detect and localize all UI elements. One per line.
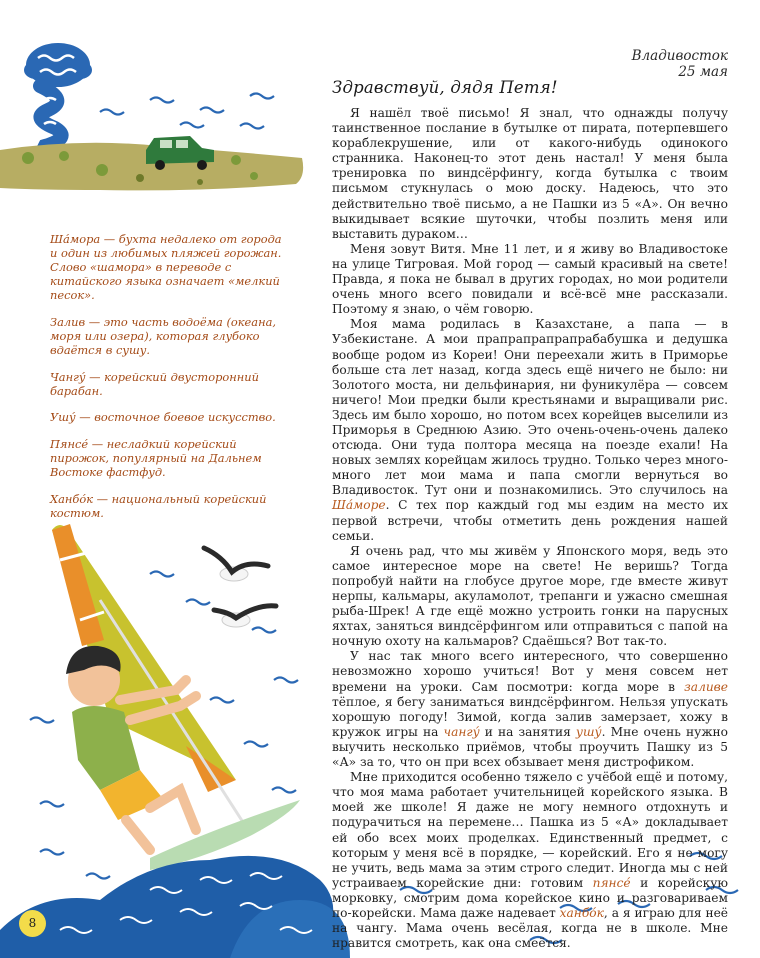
letter-text: и на занятия xyxy=(479,724,576,739)
glossary-entry: Залив — это часть водоёма (океана, моря или озера), которая глубоко вдаётся в сушу. xyxy=(50,314,276,358)
windsurfer-illustration xyxy=(52,524,300,870)
letter-text: Моя мама родилась в Казахстане, а папа — в Узбекистане. А мои прапрапрапрапрабабушка и дедушка вообще родом из Кореи! Они переехали жить в Приморье больше ста лет назад, когда здесь ещё ничего не было: ни Золотого моста, ни дельфинария, ни фуникулёра — совсем ничего! Мои предки были крестьянами и выращивали рис. Здесь им было хорошо, но потом всех корейцев выселили из Приморья в Среднюю Азию. Это очень-очень-очень далеко отсюда. Они туда полтора месяца на поезде ехали! На новых землях корейцам жилось трудно. Только через много-много лет мои мама и папа смогли вернуться во Владивосток. Тут они и познакомились. Это случилось на xyxy=(332,317,728,498)
glossary-entry: Пянсе́ — несладкий корейский пирожок, популярный на Дальнем Востоке фастфуд. xyxy=(50,437,262,480)
glossary-term: ханбо́к xyxy=(559,905,604,920)
glossary-entry: Ушу́ — восточное боевое искусство. xyxy=(50,410,276,425)
letter-greeting: Здравствуй, дядя Петя! xyxy=(332,78,558,97)
big-wave-illustration xyxy=(0,856,350,958)
page-number: 8 xyxy=(19,910,46,937)
letter-paragraph xyxy=(332,770,728,951)
letter-paragraph xyxy=(332,242,728,317)
letter-paragraph xyxy=(332,106,728,242)
letter-paragraph xyxy=(332,649,728,770)
glossary-term: заливе xyxy=(684,679,728,694)
letter-paragraph xyxy=(332,317,728,543)
letter-body xyxy=(332,106,728,951)
glossary-sidebar xyxy=(50,232,282,533)
letter-text: Я нашёл твоё письмо! Я знал, что однажды получу таинственное послание в бутылке от пирата, потерпевшего кораблекрушение, или от какого-нибудь одинокого странника. Наконец-то этот день настал! У меня была тренировка по виндсёрфингу, когда бутылка с твоим письмом стукнулась о мою доску. Надеюсь, что это действительно твоё письмо, а не Пашки из 5 «А». Он вечно выкидывает всякие шуточки, чтобы позлить меня или выставить дураком… xyxy=(332,106,728,241)
glossary-entry: Ханбо́к — национальный корейский костюм. xyxy=(50,491,267,520)
letter-text: Я очень рад, что мы живём у Японского моря, ведь это самое интересное море на свете! Не веришь? Тогда попробуй найти на глобусе другое море, где вместе живут нерпы, кальмары, акуламолот, трепанги и ужасно смешная рыба-Шрек! А где ещё можно устроить гонки на парусных яхтах, заняться виндсёрфингом или отправиться с папой на ночную охоту на кальмаров? Сдаёшься? Вот так-то. xyxy=(332,543,728,649)
glossary-entry: Чангу́ — корейский двусторонний барабан. xyxy=(50,369,259,398)
seagulls-illustration xyxy=(204,548,276,627)
glossary-term: Ша́море xyxy=(332,498,386,513)
water-spout-illustration xyxy=(24,43,92,152)
top-waves-decoration xyxy=(100,94,274,129)
letter-text: и корейскую морковку, смотрим дома корейское кино и разговариваем по-корейски. Мама даже надевает xyxy=(332,875,728,920)
letter-text: У нас так много всего интересного, что совершенно невозможно хорошо учиться! Вот у меня совсем нет времени на уроки. Сам посмотри: когда море в xyxy=(332,649,728,694)
glossary-term: пянсе́ xyxy=(592,875,631,890)
letter-text: , а я играю для неё на чангу. Мама очень весёлая, когда не в школе. Мне нравится смотреть, как она смеётся. xyxy=(332,905,729,951)
header-city: Владивосток xyxy=(631,48,728,64)
letter-text: Мне приходится особенно тяжело с учёбой ещё и потому, что моя мама работает учительницей корейского языка. В моей же школе! Я даже не могу немного отдохнуть и подурачиться на перемене… Пашка из 5 «А» докладывает ей обо всех моих проделках. Единственный предмет, с которым у меня всё в порядке, — корейский. Его я не могу не учить, ведь мама за этим строго следит. Иногда мы с ней устраиваем корейские дни: готовим xyxy=(332,770,728,890)
letter-text: . С тех пор каждый год мы ездим на место их первой встречи, чтобы отметить день рождения нашей семьи. xyxy=(332,498,728,543)
glossary-term: ушу́ xyxy=(575,724,602,739)
letter-text: Меня зовут Витя. Мне 11 лет, и я живу во Владивостоке на улице Тигровая. Мой город — самый красивый на свете! Правда, я пока не бывал в других городах, но мои родители очень много всего повидали и всё-всё мне рассказали. Поэтому я знаю, о чём говорю. xyxy=(332,241,728,317)
letter-text: . Мне очень нужно выучить несколько приёмов, чтобы проучить Пашку из 5 «А» за то, что он при всех обзывает меня дистрофиком. xyxy=(332,724,728,770)
letter-text: тёплое, я бегу заниматься виндсёрфингом. Нельзя упускать хорошую погоду! Зимой, когда залив замерзает, хожу в кружок игры на xyxy=(332,694,728,739)
letter-paragraph xyxy=(332,544,728,650)
glossary-entry: Ша́мора — бухта недалеко от города и один из любимых пляжей горожан. Слово «шамора» в переводе с китайского языка означает «мелкий песок». xyxy=(50,232,282,303)
header-date: 25 мая xyxy=(678,64,728,80)
glossary-term: чангу́ xyxy=(443,724,480,739)
letter-header xyxy=(632,48,728,80)
